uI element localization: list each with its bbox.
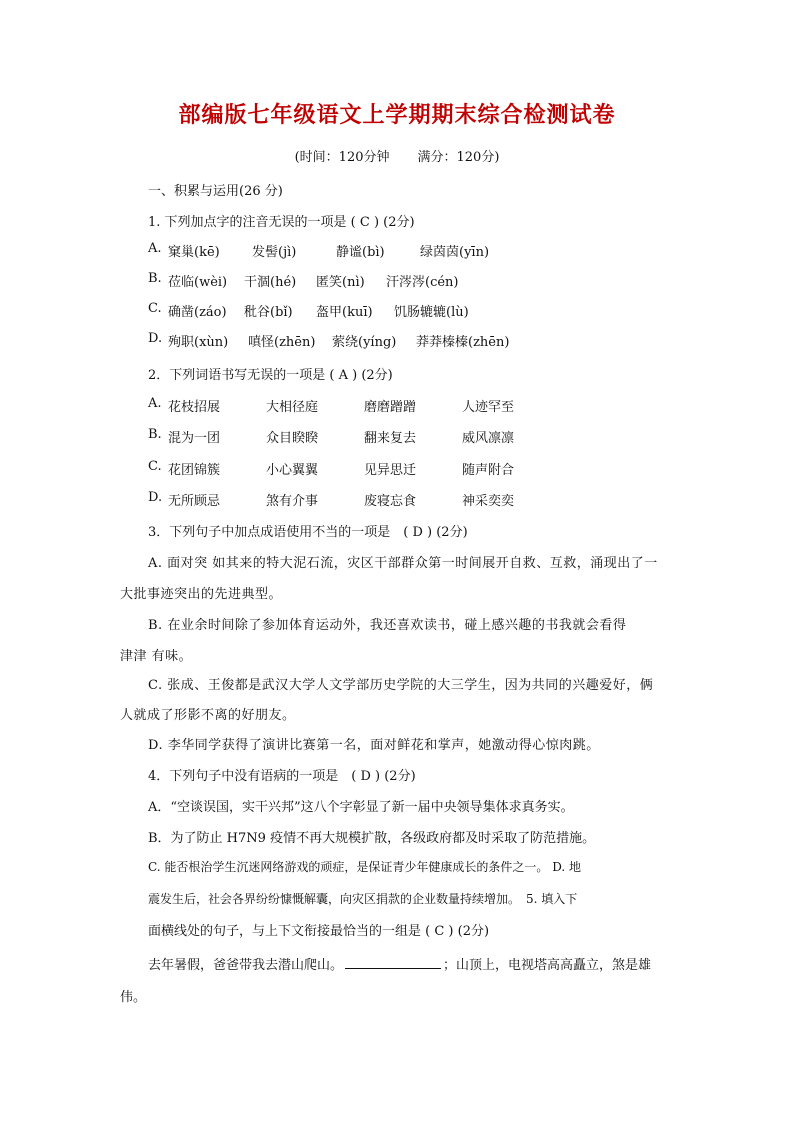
q3-option-b-line2: 津津 有味。 — [120, 649, 193, 664]
q3-stem: 3．下列句子中加点成语使用不当的一项是 ( D ) (2分) — [148, 525, 468, 540]
q3-option-b-line1: B. 在业余时间除了参加体育运动外，我还喜欢读书，碰上感兴趣的书我就会看得 — [148, 618, 627, 633]
q4-option-d: 震发生后，社会各界纷纷慷慨解囊，向灾区捐款的企业数量持续增加。 5. 填入下 — [148, 892, 578, 906]
q3-option-d: D. 李华同学获得了演讲比赛第一名，面对鲜花和掌声，她激动得心惊肉跳。 — [148, 738, 600, 753]
q4-option-b: B．为了防止 H7N9 疫情不再大规模扩散，各级政府都及时采取了防范措施。 — [148, 831, 596, 846]
q1-stem: 1. 下列加点字的注音无误的一项是 ( C ) (2分) — [148, 215, 415, 230]
q5-passage-line2: 伟。 — [120, 990, 147, 1005]
score-label: 满分：120分) — [417, 150, 500, 165]
q3-option-c-line1: C. 张成、王俊都是武汉大学人文学部历史学院的大三学生，因为共同的兴趣爱好，俩 — [148, 678, 654, 693]
q3-option-a-line2: 大批事迹突出的先进典型。 — [120, 587, 283, 602]
q5-passage-line1: 去年暑假，爸爸带我去潜山爬山。 ；山顶上，电视塔高高矗立，煞是雄 — [148, 958, 652, 973]
exam-subtitle — [0, 146, 794, 165]
exam-page: 部编版七年级语文上学期期末综合检测试卷 (时间：120分钟 满分：120分) 一、积累与运用(26 分) 1. 下列加点字的注音无误的一项是 ( C ) (2分) A. 窠巢(kē) 发髻(jì) 静谧(bì) 绿茵茵(yīn) B. 莅临(wèi) 干涸(hé) 匿笑(nì) 汗涔涔(cén) C. 确凿(záo) 秕谷(bǐ) 盔甲(kuī) 饥肠辘辘(lù) D. 殉职(xùn) 嗔怪(zhēn) 萦绕(yíng) 莽莽榛榛(zhēn) 2．下列词语书写无误的一项是 ( A ) (2分) A. 花枝招展 大相径庭 磨磨蹭蹭 人迹罕至 B. 混为一团 众目睽睽 翻来复去 威风凛凛 C. 花团锦簇 小心翼翼 见异思迁 随声附合 D. 无所顾忌 煞有介事 废寝忘食 神采奕奕 3．下列句子中加点成语使用不当的一项是 ( D ) (2分) A. 面对突 如其来的特大泥石流，灾区干部群众第一时间展开自救、互救，涌现出了一 大批事迹突出的先进典型。 B. 在业余时间除了参加体育运动外，我还喜欢读书，碰上感兴趣的书我就会看得 津津 有味。 C. 张成、王俊都是武汉大学人文学部历史学院的大三学生，因为共同的兴趣爱好，俩 人就成了形影不离的好朋友。 D. 李华同学获得了演讲比赛第一名，面对鲜花和掌声，她激动得心惊肉跳。 4．下列句子中没有语病的一项是 ( D ) (2分) A．“空谈误国，实干兴邦”这八个字彰显了新一届中央领导集体求真务实。 B．为了防止 H7N9 疫情不再大规模扩散，各级政府都及时采取了防范措施。 C. 能否根治学生沉迷网络游戏的顽症，是保证青少年健康成长的条件之一。 D. 地 震发生后，社会各界纷纷慷慨解囊，向灾区捐款的企业数量持续增加。 5. 填入下 面横线处的句子，与上下文衔接最恰当的一组是 ( C ) (2分) 去年暑假，爸爸带我去潜山爬山。 ；山顶上，电视塔高高矗立，煞是雄 伟。 — [0, 0, 794, 1123]
q4-stem: 4．下列句子中没有语病的一项是 ( D ) (2分) — [148, 769, 416, 784]
q4-option-a: A．“空谈误国，实干兴邦”这八个字彰显了新一届中央领导集体求真务实。 — [148, 800, 574, 815]
answer-blank — [345, 956, 441, 969]
q3-option-c-line2: 人就成了形影不离的好朋友。 — [120, 708, 296, 723]
q2-stem: 2．下列词语书写无误的一项是 ( A ) (2分) — [148, 368, 393, 383]
q5-stem: 面横线处的句子，与上下文衔接最恰当的一组是 ( C ) (2分) — [148, 924, 490, 939]
section-heading: 一、积累与运用(26 分) — [148, 184, 283, 199]
q3-option-a-line1: A. 面对突 如其来的特大泥石流，灾区干部群众第一时间展开自救、互救，涌现出了一 — [148, 556, 658, 571]
time-label: (时间：120分钟 — [294, 150, 390, 165]
exam-title: 部编版七年级语文上学期期末综合检测试卷 — [178, 103, 616, 128]
q4-option-c: C. 能否根治学生沉迷网络游戏的顽症，是保证青少年健康成长的条件之一。 D. 地 — [148, 860, 582, 874]
